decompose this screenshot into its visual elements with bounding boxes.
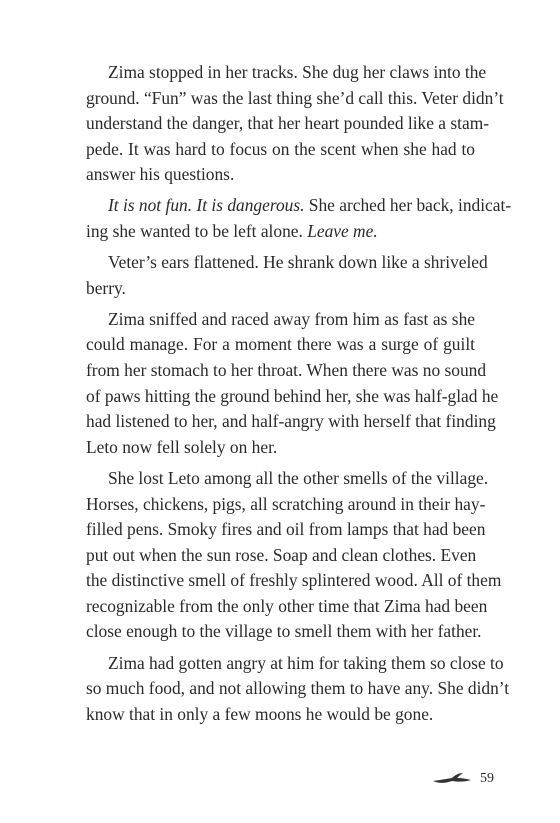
text-segment: Zima stopped in her tracks. She dug her claws into the <box>108 62 487 82</box>
text-segment: berry. <box>86 277 126 298</box>
text-line <box>86 543 475 569</box>
text-segment: Veter’s ears flattened. He shrank down like a shriveled <box>108 252 488 273</box>
text-line <box>86 137 475 163</box>
paragraph <box>86 60 504 188</box>
text-line <box>86 86 504 112</box>
text-segment: had listened to her, and half-angry with herself that finding <box>86 411 496 432</box>
text-line <box>86 384 499 410</box>
text-line <box>86 358 487 384</box>
text-segment: the distinctive smell of freshly splintered wood. All of them <box>86 570 502 591</box>
chapter-body-text <box>86 60 512 733</box>
text-segment: could manage. For a moment there was a surge of guilt <box>86 334 475 355</box>
text-segment: close enough to the village to smell them with her father. <box>86 621 482 642</box>
text-line <box>86 111 490 137</box>
text-line <box>86 409 496 435</box>
text-segment: Zima had gotten angry at him for taking them so close to <box>108 652 504 673</box>
bird-silhouette-icon <box>432 772 472 786</box>
text-line <box>86 466 489 492</box>
text-line <box>86 307 475 333</box>
text-line <box>86 193 512 219</box>
text-segment: know that in only a few moons he would be gone. <box>86 703 434 724</box>
text-segment: so much food, and not allowing them to have any. She didn’t <box>86 678 510 699</box>
italic-text: Leave me. <box>307 221 378 242</box>
paragraph <box>86 466 502 645</box>
text-segment: Horses, chickens, pigs, all scratching around in their hay- <box>86 493 486 514</box>
text-line <box>86 676 510 702</box>
text-segment: recognizable from the only other time that Zima had been <box>86 595 488 616</box>
text-segment: understand the danger, that her heart pounded like a stam- <box>86 113 490 134</box>
text-segment: Zima sniffed and raced away from him as fast as she <box>108 308 475 329</box>
text-line <box>86 568 502 594</box>
text-line <box>86 435 475 461</box>
text-line <box>86 60 487 86</box>
text-line <box>86 219 475 245</box>
text-line <box>86 651 504 677</box>
text-segment: answer his questions. <box>86 164 235 185</box>
paragraph <box>86 250 488 301</box>
text-segment: put out when the sun rose. Soap and clean clothes. Even <box>86 544 477 565</box>
paragraph <box>86 651 510 728</box>
text-line <box>86 594 488 620</box>
text-line <box>86 250 488 276</box>
text-segment: She arched her back, indicat- <box>304 195 512 216</box>
paragraph <box>86 307 499 461</box>
text-line <box>86 332 475 358</box>
text-segment: She lost Leto among all the other smells of the village. <box>108 467 489 488</box>
text-segment: ground. “Fun” was the last thing she’d call this. Veter didn’t <box>86 87 504 108</box>
paragraph <box>86 193 512 244</box>
page-footer <box>432 767 494 791</box>
text-segment: from her stomach to her throat. When there was no sound <box>86 360 487 381</box>
text-line <box>86 702 475 728</box>
text-segment: filled pens. Smoky fires and oil from lamps that had been <box>86 519 486 540</box>
text-segment: Leto now fell solely on her. <box>86 436 278 457</box>
text-line <box>86 517 486 543</box>
text-line <box>86 162 475 188</box>
text-line <box>86 276 475 302</box>
text-segment: of paws hitting the ground behind her, she was half-glad he <box>86 385 499 406</box>
text-line <box>86 619 482 645</box>
italic-text: It is not fun. It is dangerous. <box>108 195 305 216</box>
text-segment: pede. It was hard to focus on the scent when she had to <box>86 138 475 159</box>
page-number: 59 <box>480 771 494 786</box>
text-line <box>86 492 486 518</box>
text-segment: ing she wanted to be left alone. <box>86 221 308 242</box>
